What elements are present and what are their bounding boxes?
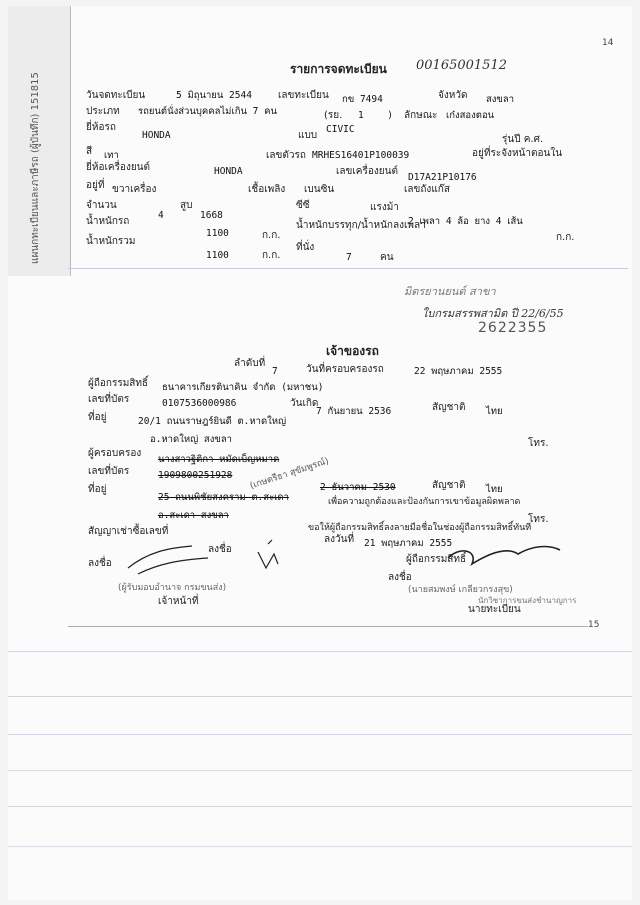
owner-value: ธนาคารเกียรตินาคิน จำกัด (มหาชน) [162, 382, 324, 393]
strip-label: แผนกทะเบียนและภาษีรถ (ผู้บันทึก) 151815 [30, 72, 41, 264]
ry-close: ) [388, 110, 392, 121]
faint-rule [8, 770, 632, 771]
reg-date-label: วันจดทะเบียน [86, 90, 146, 101]
document-page [8, 6, 632, 900]
gross-unit: ก.ก. [262, 250, 281, 261]
weight-value: 1100 [206, 228, 229, 239]
id-label: เลขที่บัตร [88, 394, 130, 405]
chassis-label: เลขตัวรถ [266, 150, 306, 161]
registrar-title: นายทะเบียน [468, 604, 521, 615]
fuel-value: เบนซิน [304, 184, 335, 195]
color-value: เทา [104, 150, 119, 161]
nationality-label: สัญชาติ [432, 402, 466, 413]
section-bottom-border [68, 626, 588, 627]
seats-value: 7 [346, 252, 352, 263]
registrar-subtitle: นักวิชาการขนส่งชำนาญการ [478, 596, 577, 605]
handwritten-note: มิตรยานยนต์ สาขา [404, 285, 496, 298]
holder-nationality-value: ไทย [486, 484, 503, 495]
sign-label-registrar: ลงชื่อ [388, 572, 412, 583]
ry-value: 1 [358, 110, 364, 121]
gross-value: 1100 [206, 250, 229, 261]
possession-date-label: วันที่ครอบครองรถ [306, 364, 384, 375]
holder-tel-label: โทร. [528, 514, 549, 525]
holder-address-line-2: อ.สะเดา สงขลา [158, 510, 229, 521]
signature-registrar [448, 547, 560, 564]
style-value: เก๋งสองตอน [446, 110, 495, 121]
holder-value: นางสาวฐิติกา หมัดเบ็ญหมาด [158, 454, 280, 465]
certification-text: เพื่อความถูกต้องและป้องกันการเขาข้อมูลผิดพลาด [328, 497, 521, 507]
possession-date-value: 22 พฤษภาคม 2555 [414, 366, 503, 377]
seats-unit: คน [380, 252, 394, 263]
color-label: สี [86, 146, 93, 157]
faint-rule [8, 846, 632, 847]
province-value: สงขลา [486, 94, 515, 105]
section-title-owner: เจ้าของรถ [326, 344, 379, 358]
brand-value: HONDA [142, 130, 171, 141]
tel-label: โทร. [528, 438, 549, 449]
registrar-name: (นายสมพงษ์ เกลียวกรงสุข) [408, 585, 513, 595]
chassis-value: MRHES16401P100039 [312, 150, 410, 161]
certification-text-2: ขอให้ผู้ถือกรรมสิทธิ์ลงลายมือชื่อในช่องผู้ถือกรรมสิทธิ์ทันที [308, 523, 532, 533]
holder-sign-label: ผู้ถือกรรมสิทธิ์ [406, 554, 467, 565]
owner-label: ผู้ถือกรรมสิทธิ์ [88, 378, 149, 389]
engine-no-value: D17A21P10176 [408, 172, 477, 183]
weight-unit: ก.ก. [262, 230, 281, 241]
load-unit: ก.ก. [556, 232, 575, 243]
address-line-1: 20/1 ถนนราษฎร์ยินดี ต.หาดใหญ่ [138, 416, 287, 427]
contract-label: สัญญาเช่าซื้อเลขที่ [88, 526, 169, 537]
year-label: รุ่นปี ค.ศ. [502, 134, 544, 145]
left-binding-strip [8, 6, 71, 276]
page-number-top: 14 [602, 38, 614, 48]
signature-officer [128, 546, 208, 574]
nationality-value: ไทย [486, 406, 503, 417]
seq-label: ลำดับที่ [234, 358, 266, 369]
holder-birth-value: 2 ธันวาคม 2530 [320, 482, 396, 493]
birth-label: วันเกิด [290, 398, 319, 409]
model-value: CIVIC [326, 124, 355, 135]
style-label: ลักษณะ [404, 110, 438, 121]
officer-title: เจ้าหน้าที่ [158, 596, 199, 607]
holder-label: ผู้ครอบครอง [88, 448, 142, 459]
load-label: น้ำหนักบรรทุก/น้ำหนักลงเพลา [296, 220, 426, 231]
faint-rule [8, 696, 632, 697]
gross-label: น้ำหนักรวม [86, 236, 136, 247]
sign-label-middle: ลงชื่อ [208, 544, 232, 555]
officer-name: (ผู้รับมอบอำนาจ กรมขนส่ง) [118, 583, 227, 593]
tank-label: เลขถังแก๊ส [404, 184, 450, 195]
at-label: อยู่ที่ [86, 180, 105, 191]
sign-date-value: 21 พฤษภาคม 2555 [364, 538, 453, 549]
faint-rule [8, 734, 632, 735]
reg-no-label: เลขทะเบียน [278, 90, 329, 101]
address-line-2: อ.หาดใหญ่ สงขลา [150, 434, 232, 445]
seats-label: ที่นั่ง [296, 242, 315, 253]
at-value: ขวาเครื่อง [112, 184, 157, 195]
engine-brand-value: HONDA [214, 166, 243, 177]
signature-middle [258, 540, 278, 568]
reg-no-value: กข 7494 [342, 94, 383, 105]
holder-nationality-label: สัญชาติ [432, 480, 466, 491]
stamp-number: 2622355 [478, 320, 548, 336]
faint-rule [8, 806, 632, 807]
engine-brand-label: ยี่ห้อเครื่องยนต์ [86, 162, 151, 173]
page-number-bottom: 15 [588, 620, 600, 630]
ry-label: (รย. [324, 110, 343, 121]
weight-label: น้ำหนักรถ [86, 216, 130, 227]
axle-value: 2 เพลา 4 ล้อ ยาง 4 เส้น [408, 216, 523, 227]
section-title-registration: รายการจดทะเบียน [290, 62, 387, 76]
engine-no-label: เลขเครื่องยนต์ [336, 166, 398, 177]
chassis-location: อยู่ที่ระจังหน้าตอนใน [472, 148, 563, 159]
sign-date-label: ลงวันที่ [324, 534, 355, 545]
id-value: 0107536000986 [162, 398, 237, 409]
holder-id-label: เลขที่บัตร [88, 466, 130, 477]
cc-value: 1668 [200, 210, 223, 221]
reg-date-value: 5 มิถุนายน 2544 [176, 90, 252, 101]
type-label: ประเภท [86, 106, 120, 117]
hp-label: แรงม้า [370, 202, 399, 213]
brand-label: ยี่ห้อรถ [86, 122, 116, 133]
type-value: รถยนต์นั่งส่วนบุคคลไม่เกิน 7 คน [138, 106, 277, 117]
cylinders-label: สูบ [180, 200, 193, 211]
handwritten-note-2: ใบกรมสรรพสามิต ปี 22/6/55 [422, 307, 564, 320]
fuel-label: เชื้อเพลิง [248, 184, 286, 195]
model-label: แบบ [298, 130, 318, 141]
faint-rule [8, 651, 632, 652]
divider-line [68, 268, 628, 269]
province-label: จังหวัด [438, 90, 468, 101]
cc-label: ซีซี [296, 200, 310, 211]
sign-label-officer: ลงชื่อ [88, 558, 112, 569]
count-label: จำนวน [86, 200, 117, 211]
cylinders-value: 4 [158, 210, 164, 221]
birth-value: 7 กันยายน 2536 [316, 406, 392, 417]
doc-number-handwritten: 00165001512 [416, 58, 507, 73]
address-label: ที่อยู่ [88, 412, 107, 423]
holder-id-value: 1909800251928 [158, 470, 233, 481]
rubber-stamp: (เกษตรีธา สุขัมพูรณ์) [248, 456, 331, 492]
seq-value: 7 [272, 366, 278, 377]
holder-address-line-1: 25 ถนนพิชัยสงคราม ต.สะเดา [158, 492, 289, 503]
holder-address-label: ที่อยู่ [88, 484, 107, 495]
